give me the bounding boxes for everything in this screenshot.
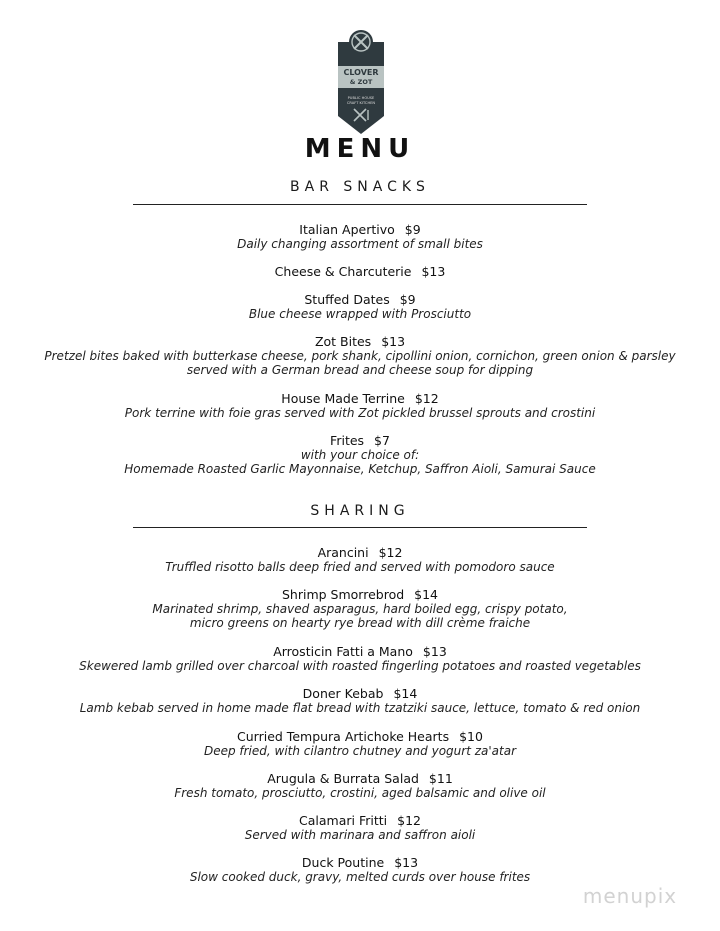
menu-item-name: Doner Kebab bbox=[302, 686, 384, 701]
menu-item-name: Cheese & Charcuterie bbox=[274, 264, 412, 279]
menu-item-description: Skewered lamb grilled over charcoal with roasted fingerling potatoes and roasted vegetables bbox=[79, 659, 641, 673]
menu-item bbox=[0, 814, 720, 842]
menu-item-description: Pretzel bites baked with butterkase cheese, pork shank, cipollini onion, cornichon, green onion & parsley bbox=[44, 349, 676, 363]
menu-item-description: Fresh tomato, prosciutto, crostini, aged balsamic and olive oil bbox=[174, 786, 546, 800]
watermark: menupix bbox=[582, 884, 678, 908]
section-divider bbox=[133, 204, 587, 205]
menu-item-description: Daily changing assortment of small bites bbox=[237, 237, 483, 251]
menu-item bbox=[0, 546, 720, 574]
menu-item-description: Pork terrine with foie gras served with Zot pickled brussel sprouts and crostini bbox=[124, 406, 596, 420]
menu-item-name: House Made Terrine bbox=[281, 391, 405, 406]
logo-line-3: PUBLIC HOUSE bbox=[347, 96, 375, 100]
menu-item-header bbox=[0, 335, 720, 349]
menu-item-description: Lamb kebab served in home made flat bread with tzatziki sauce, lettuce, tomato & red onion bbox=[79, 701, 641, 715]
menu-item-price: $13 bbox=[422, 644, 447, 659]
menu-item-name: Arugula & Burrata Salad bbox=[267, 771, 419, 786]
menu-item-description: Deep fried, with cilantro chutney and yogurt za'atar bbox=[203, 744, 517, 758]
menu-item bbox=[0, 223, 720, 251]
menu-item-price: $13 bbox=[421, 264, 446, 279]
menu-title: MENU bbox=[304, 134, 416, 164]
menu-item-price: $12 bbox=[397, 813, 421, 828]
clover-and-zot-logo bbox=[336, 28, 386, 136]
menu-item bbox=[0, 645, 720, 673]
menu-item-header bbox=[0, 814, 720, 828]
menu-item-header bbox=[0, 687, 720, 701]
menu-item bbox=[0, 434, 720, 476]
menu-item-price: $9 bbox=[399, 292, 416, 307]
menu-item-header bbox=[0, 223, 720, 237]
logo-line-2: & ZOT bbox=[349, 78, 373, 86]
menu-item-header bbox=[0, 856, 720, 870]
menu-item-name: Arrosticin Fatti a Mano bbox=[273, 644, 413, 659]
menu-item-header bbox=[0, 392, 720, 406]
menu-item-description: Marinated shrimp, shaved asparagus, hard boiled egg, crispy potato, bbox=[152, 602, 568, 616]
menu-item bbox=[0, 392, 720, 420]
menu-item-price: $14 bbox=[414, 587, 439, 602]
menu-item-price: $12 bbox=[414, 391, 439, 406]
menu-item-description: micro greens on hearty rye bread with dill crème fraiche bbox=[189, 616, 531, 630]
menu-item bbox=[0, 588, 720, 630]
menu-item-header bbox=[0, 434, 720, 448]
menu-item bbox=[0, 335, 720, 377]
menu-item-header bbox=[0, 730, 720, 744]
menu-item-description: Homemade Roasted Garlic Mayonnaise, Ketchup, Saffron Aioli, Samurai Sauce bbox=[124, 462, 596, 476]
menu-item-name: Frites bbox=[330, 433, 365, 448]
menu-item-header bbox=[0, 265, 720, 279]
menu-item-name: Zot Bites bbox=[314, 334, 372, 349]
menu-item-header bbox=[0, 546, 720, 560]
menu-item-price: $12 bbox=[378, 545, 403, 560]
menu-item-description: Blue cheese wrapped with Prosciutto bbox=[248, 307, 472, 321]
menu-item-price: $7 bbox=[374, 433, 390, 448]
menu-item-description: served with a German bread and cheese soup for dipping bbox=[186, 363, 534, 377]
menu-item-description: Truffled risotto balls deep fried and served with pomodoro sauce bbox=[165, 560, 555, 574]
menu-item-name: Stuffed Dates bbox=[304, 292, 390, 307]
menu-item-price: $13 bbox=[394, 855, 419, 870]
menu-item-header bbox=[0, 645, 720, 659]
menu-item-name: Shrimp Smorrebrod bbox=[281, 587, 405, 602]
menu-item bbox=[0, 772, 720, 800]
section-heading: SHARING bbox=[310, 503, 410, 519]
menu-item-price: $13 bbox=[381, 334, 406, 349]
menu-item-header bbox=[0, 293, 720, 307]
menu-item-name: Duck Poutine bbox=[301, 855, 385, 870]
menu-item-price: $11 bbox=[428, 771, 453, 786]
logo-line-4: CRAFT KITCHEN bbox=[346, 101, 376, 105]
menu-item-name: Italian Apertivo bbox=[299, 222, 395, 237]
menu-item-header bbox=[0, 588, 720, 602]
menu-item bbox=[0, 293, 720, 321]
menu-item bbox=[0, 687, 720, 715]
menu-item-name: Arancini bbox=[317, 545, 369, 560]
menu-item-description: Served with marinara and saffron aioli bbox=[244, 828, 476, 842]
menu-item-header bbox=[0, 772, 720, 786]
section-heading: BAR SNACKS bbox=[290, 179, 430, 195]
menu-item-price: $14 bbox=[393, 686, 418, 701]
menu-item bbox=[0, 856, 720, 884]
menu-item-name: Calamari Fritti bbox=[299, 813, 388, 828]
menu-item-price: $10 bbox=[459, 729, 483, 744]
menu-item bbox=[0, 265, 720, 279]
menu-item bbox=[0, 730, 720, 758]
menu-item-name: Curried Tempura Artichoke Hearts bbox=[237, 729, 450, 744]
menu-item-description: with your choice of: bbox=[300, 448, 420, 462]
section-divider bbox=[133, 527, 587, 528]
menu-item-price: $9 bbox=[404, 222, 421, 237]
logo-line-1: CLOVER bbox=[343, 68, 379, 77]
menu-item-description: Slow cooked duck, gravy, melted curds over house frites bbox=[189, 870, 531, 884]
